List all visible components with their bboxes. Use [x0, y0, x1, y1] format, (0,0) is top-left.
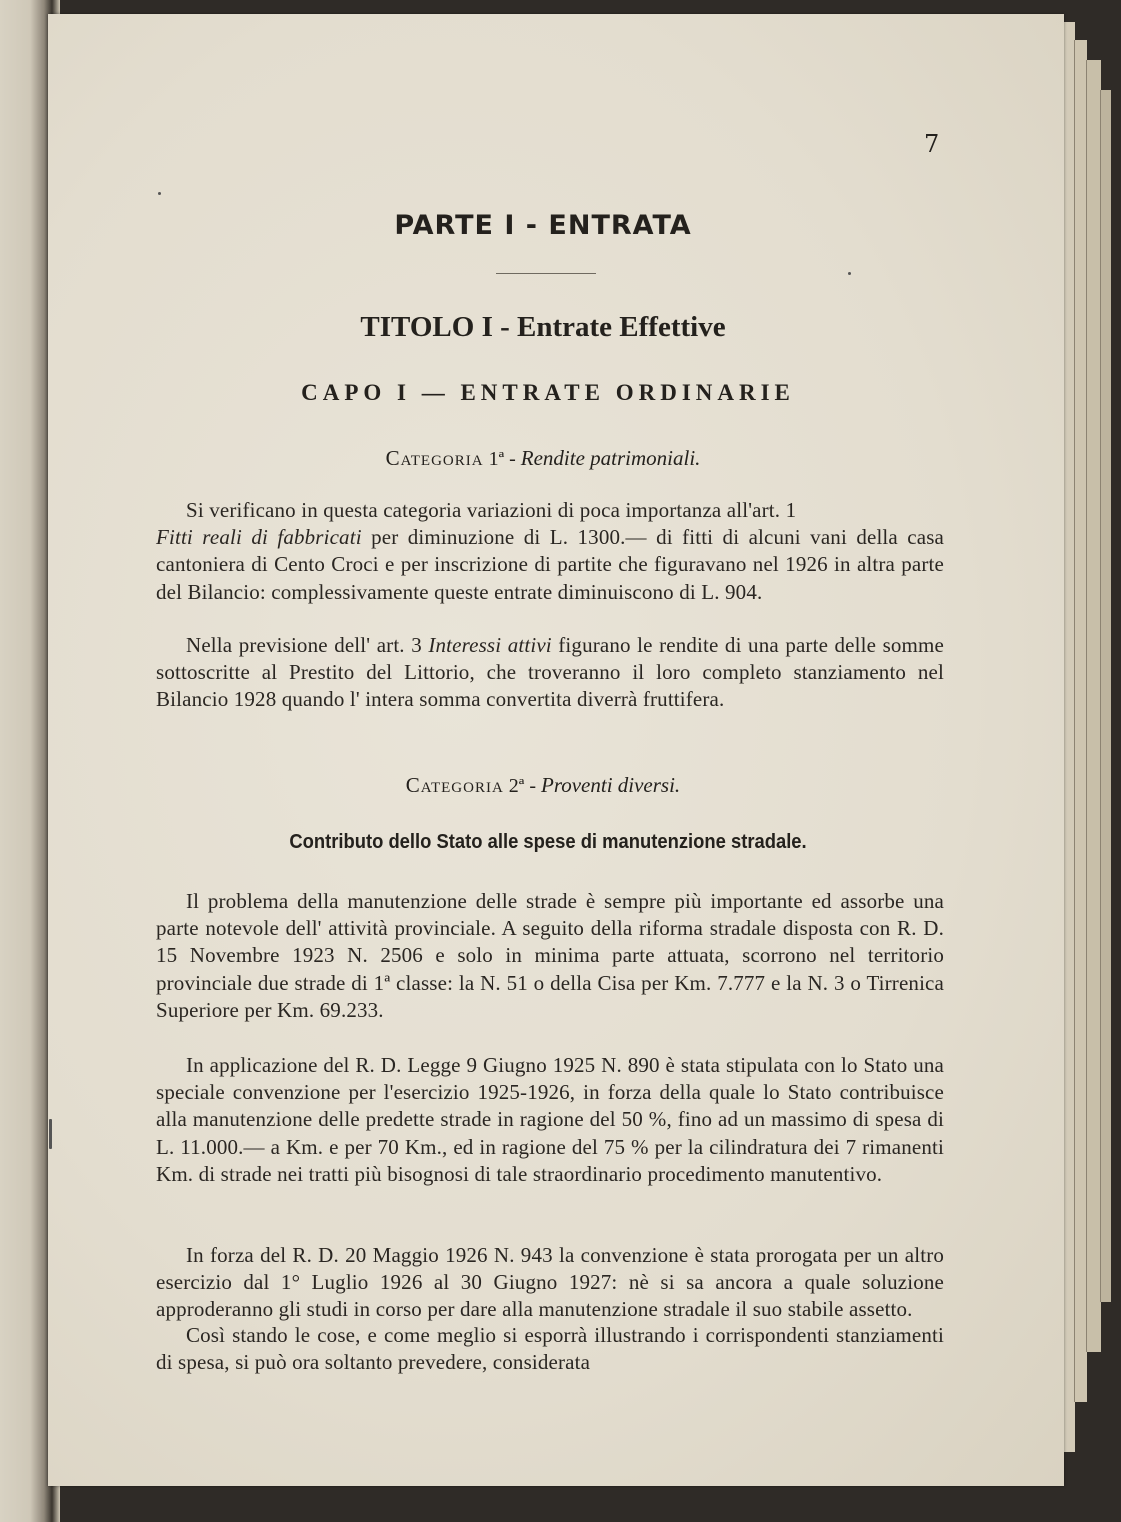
page-edge [1086, 60, 1101, 1352]
document-page [48, 14, 1064, 1486]
category-heading-1 [48, 446, 1038, 471]
paragraph-text: Si verificano in questa categoria variazioni di poca importanza all'art. 1 [186, 498, 797, 522]
title-heading: TITOLO I - Entrate Effettive [360, 311, 726, 343]
paragraph-interessi [156, 632, 944, 714]
heading-divider [496, 273, 596, 274]
paragraph-proroga: In forza del R. D. 20 Maggio 1926 N. 943 la convenzione è stata prorogata per un altro esercizio dal 1° Luglio 1926 al 30 Giugno 1927: nè si sa ancora a quale soluzione approderanno gli studi in corso per dare alla manutenzione stradale il suo stabile assetto. [156, 1243, 944, 1322]
paper-speck [158, 192, 161, 195]
category-name: Rendite patrimoniali. [520, 446, 701, 470]
paragraph-text: figurano le rendite di una parte delle somme sottoscritte al Prestito del Littorio, che troveranno il loro completo stanziamento nel Bilancio 1928 quando l' intera somma convertita diverrà fruttifera. [156, 633, 944, 712]
category-heading-2 [48, 773, 1038, 798]
paragraph-conclusione: Così stando le cose, e come meglio si esporrà illustrando i corrispondenti stanziamenti di spesa, si può ora soltanto prevedere, considerata [156, 1323, 944, 1375]
part-heading: PARTE I - ENTRATA [394, 210, 692, 241]
category-label: Categoria [405, 773, 504, 797]
category-number: 2ª [508, 775, 525, 797]
category-separator: - [504, 448, 521, 470]
paper-speck [848, 272, 851, 275]
paragraph-rendite [156, 497, 944, 606]
page-number: 7 [924, 130, 940, 158]
paragraph-italic: Fitti reali di fabbricati [156, 525, 362, 550]
category-number: 1ª [488, 448, 505, 470]
paper-mark [49, 1119, 52, 1149]
paragraph-convenzione: In applicazione del R. D. Legge 9 Giugno 1925 N. 890 è stata stipulata con lo Stato una speciale convenzione per l'esercizio 1925-1926, in forza della quale lo Stato contribuisce alla manutenzione delle predette strade in ragione del 50 %, fino ad un massimo di spesa di L. 11.000.— a Km. e per 70 Km., ed in ragione del 75 % per la cilindratura dei 7 rimanenti Km. di strade nei tratti più bisognosi di tale straordinario procedimento manutentivo. [156, 1053, 944, 1186]
chapter-heading: CAPO I — ENTRATE ORDINARIE [301, 380, 795, 405]
category-name: Proventi diversi. [541, 773, 681, 797]
paragraph-italic: Interessi attivi [428, 633, 552, 657]
paragraph-text: Nella previsione dell' art. 3 [186, 633, 429, 657]
paragraph-text: per diminuzione di L. 1300.— di fitti di alcuni vani della casa cantoniera di Cento Croci e per inscrizione di partite che figuravano nel 1926 in altra parte del Bilancio: complessivamente queste entrate diminuiscono di L. 904. [156, 525, 945, 604]
category-label: Categoria [385, 446, 484, 470]
category-separator: - [524, 775, 541, 797]
page-edge [1100, 90, 1111, 1302]
section-subheading: Contributo dello Stato alle spese di manutenzione stradale. [289, 831, 807, 853]
paragraph-manutenzione: Il problema della manutenzione delle strade è sempre più importante ed assorbe una parte notevole dell' attività provinciale. A seguito della riforma stradale disposta con R. D. 15 Novembre 1923 N. 2506 e solo in minima parte attuata, scorrono nel territorio provinciale due strade di 1ª classe: la N. 51 o della Cisa per Km. 7.777 e la N. 3 o Tirrenica Superiore per Km. 69.233. [156, 889, 944, 1022]
